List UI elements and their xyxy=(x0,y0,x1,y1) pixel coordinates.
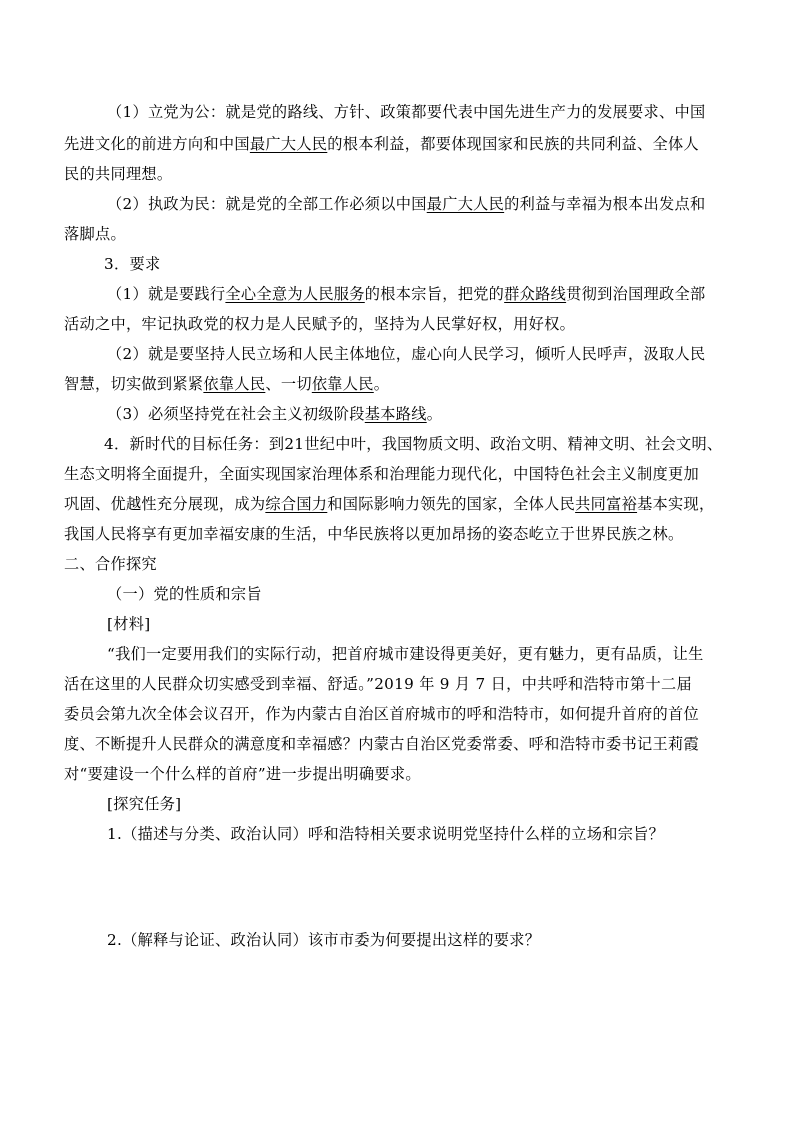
question-1: 1.（描述与分类、政治认同）呼和浩特相关要求说明党坚持什么样的立场和宗旨？ xyxy=(107,825,665,843)
text-segment: （2）执政为民：就是党的全部工作必须以中国 xyxy=(107,195,427,213)
text-segment: （1）就是要践行 xyxy=(107,285,226,303)
material-label: [材料] xyxy=(107,615,151,633)
paragraph-1-line-2 xyxy=(64,134,699,154)
underlined-term: 依靠人民 xyxy=(311,375,374,393)
underlined-term: 最广大人民 xyxy=(426,195,505,213)
text-segment: 、一切 xyxy=(265,375,312,393)
underlined-term: 全心全意为人民服务 xyxy=(225,285,365,303)
requirement-1-line-2: 活动之中，牢记执政党的权力是人民赋予的，坚持为人民掌好权，用好权。 xyxy=(64,315,576,333)
requirement-3 xyxy=(107,404,442,424)
requirement-2-line-1: （2）就是要坚持人民立场和人民主体地位，虚心向人民学习，倾听人民呼声，汲取人民 xyxy=(107,345,706,363)
section-4-line-4: 我国人民将享有更加幸福安康的生活，中华民族将以更加昂扬的姿态屹立于世界民族之林。 xyxy=(64,525,684,543)
text-segment: 巩固、优越性充分展现，成为 xyxy=(64,495,266,513)
text-segment: （3）必须坚持党在社会主义初级阶段 xyxy=(107,405,365,423)
section-4-line-2: 生态文明将全面提升，全面实现国家治理体系和治理能力现代化，中国特色社会主义制度更加 xyxy=(64,465,699,483)
inquiry-task-label: [探究任务] xyxy=(107,795,182,813)
text-segment: 先进文化的前进方向和中国 xyxy=(64,135,250,153)
underlined-term: 综合国力 xyxy=(265,495,328,513)
subsection-heading: （一）党的性质和宗旨 xyxy=(107,585,262,603)
material-line-1: “我们一定要用我们的实际行动，把首府城市建设得更美好，更有魅力，更有品质，让生 xyxy=(107,645,704,663)
text-segment: 。 xyxy=(426,405,443,423)
paragraph-1-line-1: （1）立党为公：就是党的路线、方针、政策都要代表中国先进生产力的发展要求、中国 xyxy=(107,103,706,121)
paragraph-2-line-1 xyxy=(107,194,706,214)
text-segment: 和国际影响力领先的国家，全体人民 xyxy=(327,495,576,513)
text-segment: 的根本宗旨，把党的 xyxy=(364,285,505,303)
material-line-5: 对“要建设一个什么样的首府”进一步提出明确要求。 xyxy=(64,765,421,783)
paragraph-1-line-3: 民的共同理想。 xyxy=(64,165,173,183)
requirement-2-line-2 xyxy=(64,374,389,394)
underlined-term: 最广大人民 xyxy=(249,135,328,153)
requirement-1-line-1 xyxy=(107,284,706,304)
text-segment: 的利益与幸福为根本出发点和 xyxy=(504,195,706,213)
section-4-line-1: 4．新时代的目标任务：到21世纪中叶，我国物质文明、政治文明、精神文明、社会文明、 xyxy=(104,435,723,453)
section-4-line-3 xyxy=(64,494,715,514)
text-segment: 贯彻到治国理政全部 xyxy=(566,285,706,303)
paragraph-2-line-2: 落脚点。 xyxy=(64,225,126,243)
underlined-term: 依靠人民 xyxy=(203,375,266,393)
material-line-4: 度、不断提升人民群众的满意度和幸福感？内蒙古自治区党委常委、呼和浩特市委书记王莉霞 xyxy=(64,735,699,753)
section-heading-3: 3．要求 xyxy=(104,255,161,273)
material-line-3: 委员会第九次全体会议召开，作为内蒙古自治区首府城市的呼和浩特市，如何提升首府的首位 xyxy=(64,705,699,723)
text-segment: 基本实现， xyxy=(637,495,715,513)
section-heading-cooperative-inquiry: 二、合作探究 xyxy=(64,555,157,573)
underlined-term: 共同富裕 xyxy=(575,495,638,513)
question-2: 2.（解释与论证、政治认同）该市市委为何要提出这样的要求？ xyxy=(107,931,541,949)
text-segment: 的根本利益，都要体现国家和民族的共同利益、全体人 xyxy=(327,135,699,153)
underlined-term: 基本路线 xyxy=(364,405,427,423)
material-line-2: 活在这里的人民群众切实感受到幸福、舒适。”2019 年 9 月 7 日，中共呼和浩特市第十二届 xyxy=(64,675,692,693)
underlined-term: 群众路线 xyxy=(504,285,567,303)
text-segment: 智慧，切实做到紧紧 xyxy=(64,375,204,393)
text-segment: 。 xyxy=(373,375,390,393)
